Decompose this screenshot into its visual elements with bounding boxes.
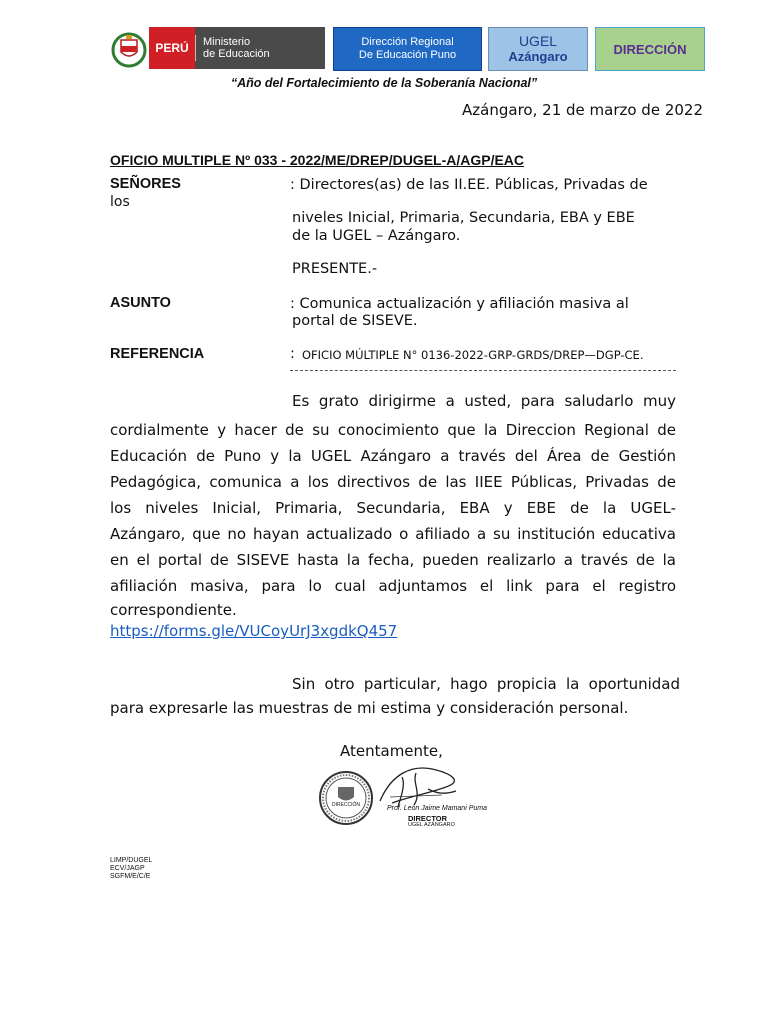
referencia-colon: : [290,346,295,362]
ugel-line1: UGEL [518,33,558,49]
signer-org: UGEL AZÁNGARO [408,822,455,828]
drep-line2: De Educación Puno [358,49,457,61]
body-line4: Pedagógica, comunica a los directivos de las IIEE Públicas, Privadas de [110,473,676,491]
body-line3: Educación de Puno y la UGEL Azángaro a través del Área de Gestión [110,447,676,465]
body-line1: Es grato dirigirme a usted, para saludarlo muy [292,392,676,410]
ugel-line2: Azángaro [508,49,568,64]
stamp-center-text: DIRECCIÓN [331,802,361,808]
closing-line2: para expresarle las muestras de mi estima y consideración personal. [110,699,629,717]
closing-line1: Sin otro particular, hago propicia la oportunidad [292,675,680,693]
body-line2: cordialmente y hacer de su conocimiento que la Direccion Regional de [110,421,676,439]
body-line8: afiliación masiva, para lo cual adjuntamos el link para el registro [110,577,676,595]
referencia-text: OFICIO MÚLTIPLE N° 0136-2022-GRP-GRDS/DREP—DGP-CE. [302,348,644,362]
atentamente-label: Atentamente, [340,742,443,760]
letter-date: Azángaro, 21 de marzo de 2022 [462,101,703,119]
ministry-label [195,27,325,69]
director-stamp [318,770,374,826]
senores-line1: : Directores(as) de las II.EE. Públicas, Privadas de [290,177,648,193]
signer-name: Prof. León Jaime Mamani Puma [387,805,487,812]
drep-line1: Dirección Regional [361,36,454,48]
peru-shield-icon [110,30,148,68]
signer-role: DIRECTOR [408,814,448,823]
referencia-divider [290,370,676,371]
year-motto: “Año del Fortalecimiento de la Soberanía Nacional” [230,76,538,90]
siseve-form-link[interactable]: https://forms.gle/VUCoyUrJ3xgdkQ457 [110,622,398,640]
drep-badge [333,27,482,71]
asunto-line2: portal de SISEVE. [292,313,418,329]
ugel-badge [488,27,588,71]
senores-label: SEÑORES [110,176,181,192]
body-line9: correspondiente. [110,601,237,619]
initials-line: SGFM/E/C/E [110,873,151,880]
asunto-line1: : Comunica actualización y afiliación masiva al [290,296,629,312]
body-line5: los niveles Inicial, Primaria, Secundaria, EBA y EBE de la UGEL- [110,499,676,517]
direccion-badge: DIRECCIÓN [595,27,705,71]
senores-label-cont: los [110,194,130,210]
senores-line2: niveles Inicial, Primaria, Secundaria, EBA y EBE [292,210,635,226]
body-line7: en el portal de SISEVE hasta la fecha, pueden realizarlo a través de la [110,551,676,569]
senores-line3: de la UGEL – Azángaro. [292,228,461,244]
peru-label: PERÚ [149,27,195,69]
presente-label: PRESENTE.- [292,261,378,277]
oficio-title: OFICIO MULTIPLE Nº 033 - 2022/ME/DREP/DUGEL-A/AGP/EAC [110,152,525,168]
reference-initials [110,857,152,881]
initials-line: LIMP/DUGEL [110,857,153,864]
ministry-line1: Ministerio [203,36,251,48]
body-line6: Azángaro, que no hayan actualizado o afiliado a su institución educativa [110,525,676,543]
referencia-label: REFERENCIA [110,346,205,362]
asunto-label: ASUNTO [110,295,171,311]
ministry-line2: de Educación [203,48,270,60]
initials-line: ECV/JAGP [110,865,145,872]
